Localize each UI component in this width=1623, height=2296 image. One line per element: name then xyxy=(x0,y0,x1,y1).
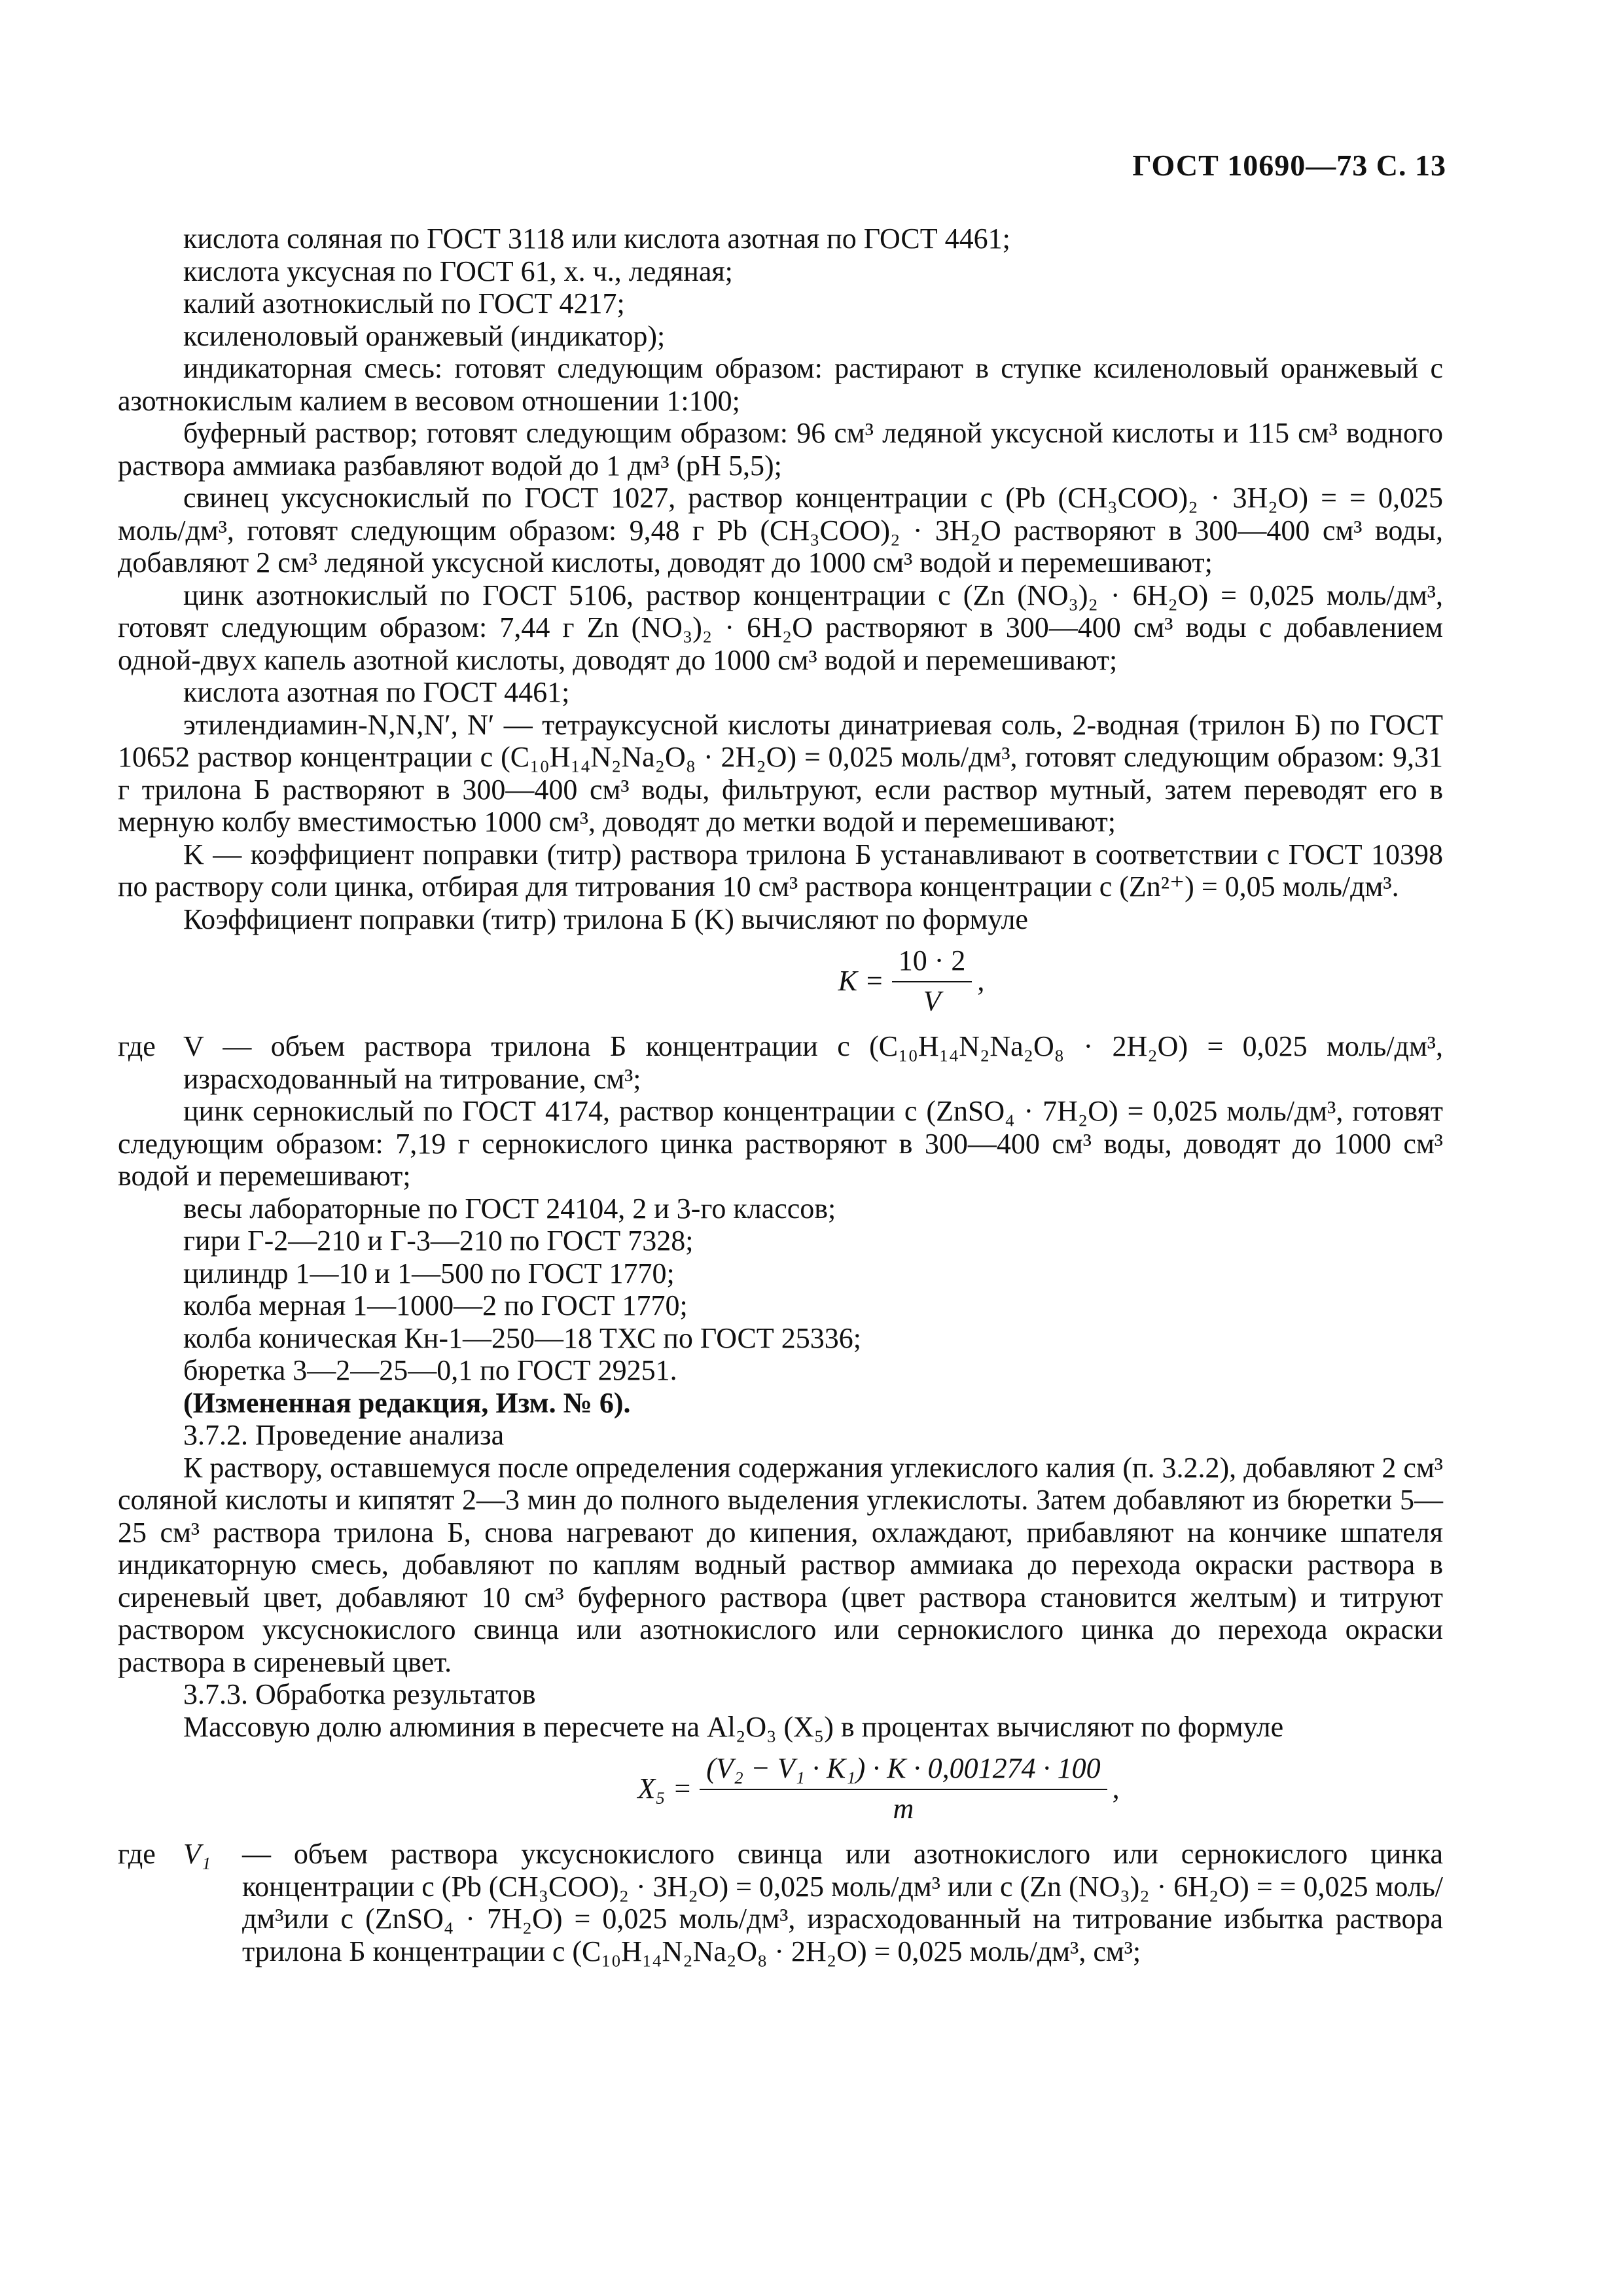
equipment-line-6: колба коническая Кн-1—250—18 ТХС по ГОСТ 25336; xyxy=(183,1321,861,1354)
section-heading-3-7-2: 3.7.2. Проведение анализа xyxy=(183,1419,505,1451)
formula-x5-fraction xyxy=(700,1752,1107,1825)
section-heading-3-7-3: 3.7.3. Обработка результатов xyxy=(183,1678,536,1710)
equipment-line-1: цинк сернокислый по ГОСТ 4174, раствор концентрации c (ZnSO₄ · 7H₂O) = 0,025 моль/дм³, готовят следующим образом: 7,19 г сернокислого цинка растворяют в 300—400 см³ воды, доводят до 1000 см³ водой и перемешивают; xyxy=(118,1095,1443,1192)
formula-x5 xyxy=(314,1752,1443,1825)
where-label: где xyxy=(118,1030,156,1062)
reagent-line-11: K — коэффициент поправки (титр) раствора трилона Б устанавливают в соответствии с ГОСТ 10398 по раствору соли цинка, отбирая для титрования 10 см³ раствора концентрации c (Zn²⁺) = 0,05 моль/дм³. xyxy=(118,838,1443,903)
equipment-line-7: бюретка 3—2—25—0,1 по ГОСТ 29251. xyxy=(183,1354,677,1386)
formula-x5-numerator: (V₂ − V₁ · K₁) · K · 0,001274 · 100 xyxy=(700,1752,1107,1790)
reagent-line-7: свинец уксуснокислый по ГОСТ 1027, раствор концентрации c (Pb (CH₃COO)₂ · 3H₂O) = = 0,025 моль/дм³, готовят следующим образом: 9,48 г Pb (CH₃COO)₂ · 3H₂O растворяют в 300—400 см³ воды, добавляют 2 см³ ледяной уксусной кислоты, доводят до 1000 см³ водой и перемешивают; xyxy=(118,482,1443,579)
formula-x5-tail: , xyxy=(1112,1772,1120,1804)
amendment-note: (Измененная редакция, Изм. № 6). xyxy=(183,1386,631,1419)
where-v-text: V — объем раствора трилона Б концентрации c (C₁₀H₁₄N₂Na₂O₈ · 2H₂O) = 0,025 моль/дм³, израсходованный на титрование, см³; xyxy=(183,1030,1443,1095)
reagent-line-1: кислота соляная по ГОСТ 3118 или кислота азотная по ГОСТ 4461; xyxy=(183,223,1010,255)
formula-k-fraction xyxy=(892,944,972,1017)
where-v1-variable: V₁ xyxy=(183,1838,211,1870)
equipment-line-5: колба мерная 1—1000—2 по ГОСТ 1770; xyxy=(183,1289,688,1321)
page-header: ГОСТ 10690—73 С. 13 xyxy=(1132,149,1446,182)
where-v xyxy=(118,1030,1443,1095)
document-body xyxy=(118,223,1443,1967)
equipment-line-2: весы лабораторные по ГОСТ 24104, 2 и 3-го классов; xyxy=(183,1192,836,1225)
reagent-line-8: цинк азотнокислый по ГОСТ 5106, раствор концентрации c (Zn (NO₃)₂ · 6H₂O) = 0,025 моль/дм³, готовят следующим образом: 7,44 г Zn (NO₃)₂ · 6H₂O растворяют в 300—400 см³ воды с добавлением одной-двух капель азотной кислоты, доводят до 1000 см³ водой и перемешивают; xyxy=(118,579,1443,676)
where-v1 xyxy=(118,1838,1443,1967)
formula-k xyxy=(380,944,1443,1017)
formula-k-lhs: K = xyxy=(838,964,884,997)
formula-k-denominator: V xyxy=(923,984,941,1017)
results-text: Массовую долю алюминия в пересчете на Al₂O₃ (X₅) в процентах вычисляют по формуле xyxy=(183,1710,1284,1743)
reagent-line-10: этилендиамин-N,N,N′, N′ — тетрауксусной кислоты динатриевая соль, 2-водная (трилон Б) по ГОСТ 10652 раствор концентрации c (C₁₀H₁₄N₂Na₂O₈ · 2H₂O) = 0,025 моль/дм³, готовят следующим образом: 9,31 г трилона Б растворяют в 300—400 см³ воды, фильтруют, если раствор мутный, затем переводят его в мерную колбу вместимостью 1000 см³, доводят до метки водой и перемешивают; xyxy=(118,708,1443,838)
where-v1-label: где xyxy=(118,1838,156,1870)
reagent-line-9: кислота азотная по ГОСТ 4461; xyxy=(183,676,570,708)
analysis-text: К раствору, оставшемуся после определения содержания углекислого калия (п. 3.2.2), добавляют 2 см³ соляной кислоты и кипятят 2—3 мин до полного выделения углекислоты. Затем добавляют из бюретки 5—25 см³ раствора трилона Б, снова нагревают до кипения, охлаждают, прибавляют на кончике шпателя индикаторную смесь, добавляют по каплям водный раствор аммиака до перехода окраски раствора в сиреневый цвет, добавляют 10 см³ буферного раствора (цвет раствора становится желтым) и титруют раствором уксуснокислого свинца или азотнокислого или сернокислого цинка до перехода окраски раствора в сиреневый цвет. xyxy=(118,1451,1443,1678)
formula-k-numerator: 10 · 2 xyxy=(892,944,972,982)
formula-k-tail: , xyxy=(977,964,985,997)
equipment-line-3: гири Г-2—210 и Г-3—210 по ГОСТ 7328; xyxy=(183,1225,694,1257)
formula-intro: Коэффициент поправки (титр) трилона Б (K) вычисляют по формуле xyxy=(183,903,1028,935)
equipment-line-4: цилиндр 1—10 и 1—500 по ГОСТ 1770; xyxy=(183,1257,675,1289)
reagent-line-5: индикаторная смесь: готовят следующим образом: растирают в ступке ксиленоловый оранжевый с азотнокислым калием в весовом отношении 1:100; xyxy=(118,352,1443,417)
reagent-line-3: калий азотнокислый по ГОСТ 4217; xyxy=(183,287,625,319)
reagent-line-2: кислота уксусная по ГОСТ 61, х. ч., ледяная; xyxy=(183,255,733,287)
reagent-line-6: буферный раствор; готовят следующим образом: 96 см³ ледяной уксусной кислоты и 115 см³ водного раствора аммиака разбавляют водой до 1 дм³ (рН 5,5); xyxy=(118,417,1443,482)
formula-x5-denominator: m xyxy=(893,1792,914,1825)
formula-x5-lhs: X₅ = xyxy=(637,1772,692,1804)
where-v1-text: — объем раствора уксуснокислого свинца или азотнокислого или сернокислого цинка концентрации c (Pb (CH₃COO)₂ · 3H₂O) = 0,025 моль/дм³ или c (Zn (NO₃)₂ · 6H₂O) = = 0,025 моль/дм³или c (ZnSO₄ · 7H₂O) = 0,025 моль/дм³, израсходованный на титрование избытка раствора трилона Б концентрации c (C₁₀H₁₄N₂Na₂O₈ · 2H₂O) = 0,025 моль/дм³, см³; xyxy=(242,1838,1443,1967)
reagent-line-4: ксиленоловый оранжевый (индикатор); xyxy=(183,319,666,352)
